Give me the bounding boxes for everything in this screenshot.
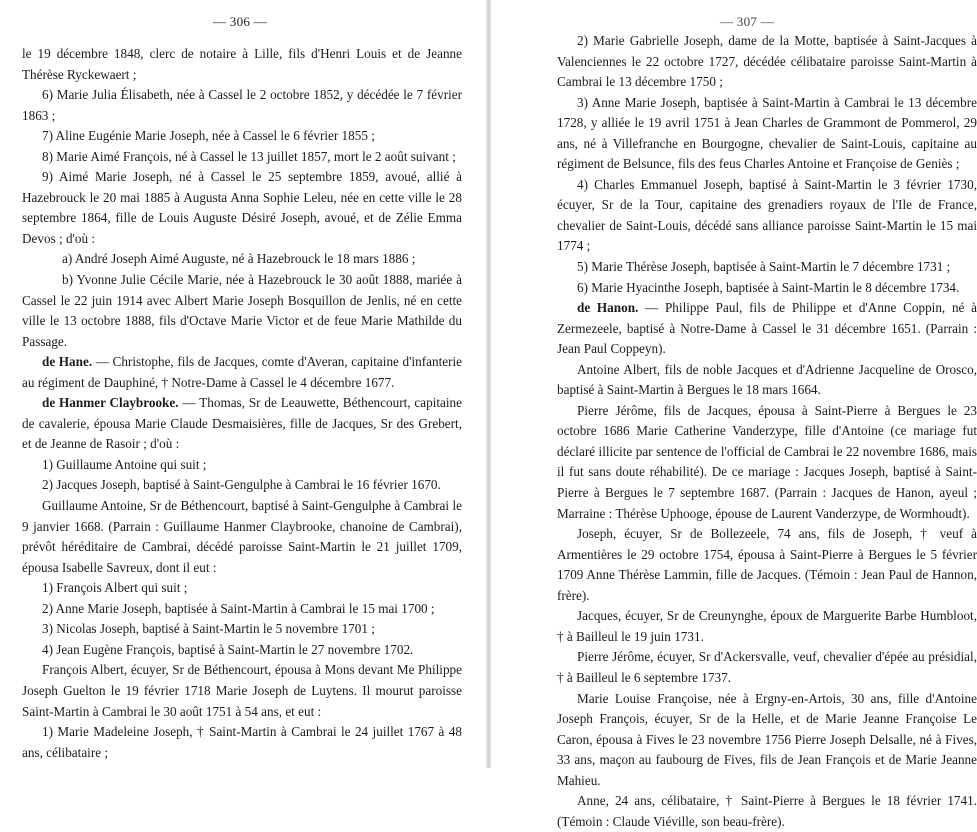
right-page	[557, 0, 977, 829]
genealogy-paragraph	[22, 393, 462, 455]
genealogy-paragraph	[22, 85, 462, 126]
paragraph-text: Pierre Jérôme, fils de Jacques, épousa à Saint-Pierre à Bergues le 23 octobre 1686 Marie Catherine Vanderzype, fille d'Antoine (ce mariage fut déclaré illicite par sentence de l'official de Cambrai le 22 novembre 1686, mais il fut sans doute réhabilité). De ce mariage : Jacques Joseph, baptisé à Saint-Pierre à Bergues le 7 septembre 1687. (Parrain : Jacques de Hanon, ayeul ; Marraine : Thérèse Uphooge, épouse de Laurent Vanderzype, de Wormhoudt).	[557, 402, 977, 521]
genealogy-paragraph	[22, 619, 462, 640]
genealogy-paragraph	[557, 689, 977, 792]
paragraph-text: Joseph, écuyer, Sr de Bollezeele, 74 ans, fils de Joseph, † veuf à Armentières le 29 octobre 1754, épousa à Saint-Pierre à Bergues le 5 février 1709 Anne Thérèse Lammin, fille de Jacques. (Témoin : Jean Paul de Hannon, frère).	[557, 526, 977, 603]
paragraph-text: 4) Jean Eugène François, baptisé à Saint-Martin le 27 novembre 1702.	[42, 641, 414, 657]
genealogy-paragraph	[557, 360, 977, 401]
paragraph-text: 6) Marie Julia Élisabeth, née à Cassel le 2 octobre 1852, y décédée le 7 février 1863 ;	[22, 87, 462, 123]
genealogy-paragraph	[557, 278, 977, 299]
genealogy-paragraph	[22, 475, 462, 496]
paragraph-text: 3) Nicolas Joseph, baptisé à Saint-Martin le 5 novembre 1701 ;	[42, 621, 375, 637]
book-gutter	[486, 0, 491, 768]
paragraph-text: 9) Aimé Marie Joseph, né à Cassel le 25 septembre 1859, avoué, allié à Hazebrouck le 20 mai 1885 à Augusta Anna Sophie Leleu, née en cette ville le 28 septembre 1864, fille de Louis Auguste Désiré Joseph, avoué, et de Zélie Emma Devos ; d'où :	[22, 169, 462, 246]
paragraph-text: — Thomas, Sr de Leauwette, Béthencourt, capitaine de cavalerie, épousa Marie Claude Desmaisières, fille de Jacques, Sr des Grebert, et de Jeanne de Rasoir ; d'où :	[22, 395, 462, 452]
genealogy-paragraph	[557, 606, 977, 647]
paragraph-text: a) André Joseph Aimé Auguste, né à Hazebrouck le 18 mars 1886 ;	[62, 251, 416, 267]
paragraph-text: 2) Anne Marie Joseph, baptisée à Saint-Martin à Cambrai le 15 mai 1700 ;	[42, 600, 435, 616]
right-page-text	[557, 31, 977, 832]
paragraph-text: 2) Marie Gabrielle Joseph, dame de la Motte, baptisée à Saint-Jacques à Valenciennes le 22 octobre 1727, décédée célibataire paroisse Saint-Martin à Cambrai le 13 décembre 1750 ;	[557, 33, 977, 90]
paragraph-text: le 19 décembre 1848, clerc de notaire à Lille, fils d'Henri Louis et de Jeanne Thérèse Ryckewaert ;	[22, 46, 462, 82]
genealogy-paragraph	[557, 298, 977, 360]
genealogy-paragraph	[557, 401, 977, 524]
right-page-number: — 307 —	[719, 14, 775, 29]
genealogy-paragraph	[557, 791, 977, 832]
genealogy-paragraph	[557, 257, 977, 278]
genealogy-paragraph	[22, 640, 462, 661]
genealogy-paragraph	[22, 249, 462, 270]
genealogy-paragraph	[557, 31, 977, 93]
paragraph-text: — Christophe, fils de Jacques, comte d'Averan, capitaine d'infanterie au régiment de Dauphiné, † Notre-Dame à Cassel le 4 décembre 1677.	[22, 354, 462, 390]
paragraph-text: 5) Marie Thérèse Joseph, baptisée à Saint-Martin le 7 décembre 1731 ;	[577, 259, 951, 275]
paragraph-text: 1) Guillaume Antoine qui suit ;	[42, 456, 207, 472]
genealogy-paragraph	[22, 455, 462, 476]
paragraph-text: 6) Marie Hyacinthe Joseph, baptisée à Saint-Martin le 8 décembre 1734.	[577, 279, 960, 295]
left-page-text	[22, 44, 462, 763]
paragraph-text: Guillaume Antoine, Sr de Béthencourt, baptisé à Saint-Gengulphe à Cambrai le 9 janvier 1668. (Parrain : Guillaume Hanmer Claybrooke, chanoine de Cambrai), prévôt héréditaire de Cambrai, décédé paroisse Saint-Martin le 21 juillet 1709, épousa Isabelle Savreux, dont il eut :	[22, 498, 462, 575]
paragraph-text: 8) Marie Aimé François, né à Cassel le 13 juillet 1857, mort le 2 août suivant ;	[42, 148, 456, 164]
genealogy-paragraph	[22, 126, 462, 147]
paragraph-text: Antoine Albert, fils de noble Jacques et d'Adrienne Jacqueline de Orosco, baptisé à Saint-Martin à Bergues le 18 mars 1664.	[557, 361, 977, 398]
paragraph-text: François Albert, écuyer, Sr de Béthencourt, épousa à Mons devant Me Philippe Joseph Guelton le 19 février 1718 Marie Joseph de Luytens. Il mourut paroisse Saint-Martin à Cambrai le 30 août 1751 à 54 ans, et eut :	[22, 662, 462, 719]
genealogy-paragraph	[22, 270, 462, 352]
left-page-number: — 306 —	[212, 14, 268, 29]
genealogy-paragraph	[557, 524, 977, 606]
paragraph-text: 3) Anne Marie Joseph, baptisée à Saint-Martin à Cambrai le 13 décembre 1728, y alliée le 19 avril 1751 à Jean Charles de Grammont de Pommerol, 29 ans, né à Villefranche en Bourgogne, chevalier de Saint-Louis, capitaine au régiment de Belsunce, fils des feus Charles Antoine et Françoise de Geniès ;	[557, 94, 977, 172]
paragraph-text: — Philippe Paul, fils de Philippe et d'Anne Coppin, né à Zermezeele, baptisé à Notre-Dame à Cassel le 31 décembre 1651. (Parrain : Jean Paul Coppeyn).	[557, 300, 977, 357]
genealogy-paragraph	[22, 496, 462, 578]
family-name: de Hane.	[42, 354, 93, 370]
paragraph-text: b) Yvonne Julie Cécile Marie, née à Hazebrouck le 30 août 1888, mariée à Cassel le 22 juin 1914 avec Albert Marie Joseph Bosquillon de Jenlis, né en cette ville le 13 octobre 1888, fils d'Octave Marie Victor et de feue Marie Mathilde du Passage.	[22, 272, 462, 349]
paragraph-text: 7) Aline Eugénie Marie Joseph, née à Cassel le 6 février 1855 ;	[42, 128, 375, 144]
left-page	[22, 0, 462, 768]
genealogy-paragraph	[22, 147, 462, 168]
family-name: de Hanon.	[577, 300, 639, 316]
paragraph-text: 1) François Albert qui suit ;	[42, 580, 188, 596]
genealogy-paragraph	[557, 175, 977, 257]
family-name: de Hanmer Claybrooke.	[42, 395, 179, 411]
genealogy-paragraph	[22, 352, 462, 393]
paragraph-text: Pierre Jérôme, écuyer, Sr d'Ackersvalle, veuf, chevalier d'épée au présidial, † à Bailleul le 6 septembre 1737.	[557, 649, 977, 685]
genealogy-paragraph	[22, 660, 462, 722]
genealogy-paragraph	[22, 578, 462, 599]
genealogy-paragraph	[22, 167, 462, 249]
paragraph-text: 1) Marie Madeleine Joseph, † Saint-Martin à Cambrai le 24 juillet 1767 à 48 ans, célibataire ;	[22, 724, 462, 760]
genealogy-paragraph	[557, 647, 977, 688]
paragraph-text: Anne, 24 ans, célibataire, † Saint-Pierre à Bergues le 18 février 1741. (Témoin : Claude Viéville, son beau-frère).	[557, 793, 977, 829]
paragraph-text: 4) Charles Emmanuel Joseph, baptisé à Saint-Martin le 3 février 1730, écuyer, Sr de la Tour, capitaine des grenadiers royaux de l'Ile de France, chevalier de Saint-Louis, décédé sans alliance paroisse Saint-Martin le 15 mai 1774 ;	[557, 176, 977, 254]
genealogy-paragraph	[22, 722, 462, 763]
paragraph-text: Marie Louise Françoise, née à Ergny-en-Artois, 30 ans, fille d'Antoine Joseph François, écuyer, Sr de la Helle, et de Marie Jeanne Françoise Le Caron, épousa à Fives le 23 novembre 1756 Pierre Joseph Delsalle, né à Fives, 33 ans, maçon au faubourg de Fives, fils de Jean François et de Marie Jeanne Mahieu.	[557, 690, 977, 788]
genealogy-paragraph	[22, 44, 462, 85]
genealogy-paragraph	[557, 93, 977, 175]
genealogy-paragraph	[22, 599, 462, 620]
paragraph-text: Jacques, écuyer, Sr de Creunynghe, époux de Marguerite Barbe Humbloot, † à Bailleul le 19 juin 1731.	[557, 608, 977, 644]
paragraph-text: 2) Jacques Joseph, baptisé à Saint-Gengulphe à Cambrai le 16 février 1670.	[42, 477, 441, 493]
